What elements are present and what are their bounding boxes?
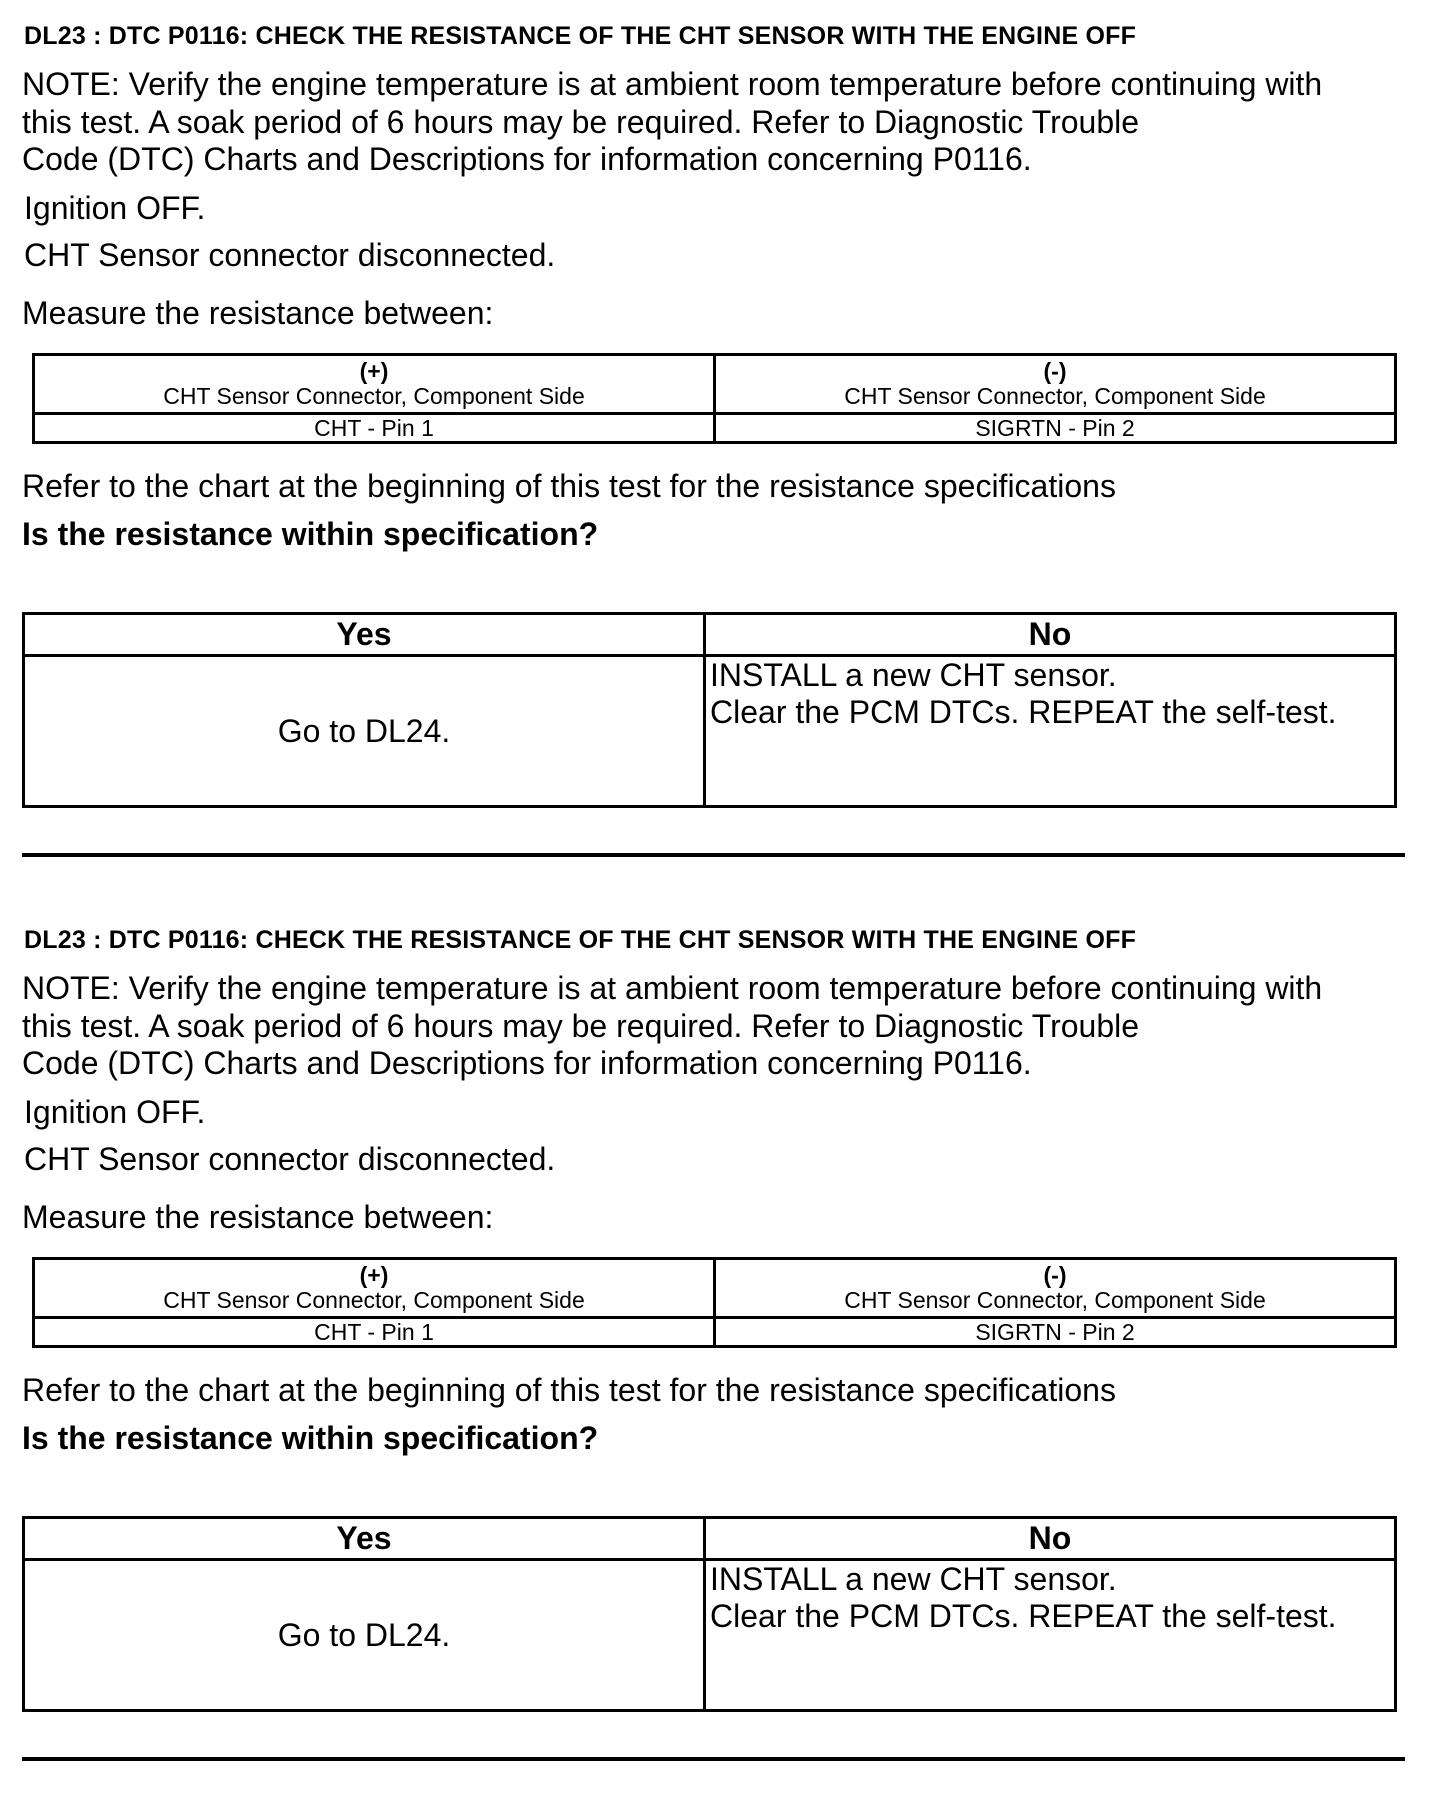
yes-header: Yes xyxy=(24,614,705,656)
negative-pin: SIGRTN - Pin 2 xyxy=(715,414,1396,443)
pin-table xyxy=(32,353,1397,444)
no-header: No xyxy=(705,614,1396,656)
negative-label: CHT Sensor Connector, Component Side xyxy=(844,1287,1266,1313)
note-line: NOTE: Verify the engine temperature is at ambient room temperature before continuing with xyxy=(22,66,1323,102)
negative-label: CHT Sensor Connector, Component Side xyxy=(844,383,1266,409)
positive-terminal-header xyxy=(34,1259,715,1318)
no-header: No xyxy=(705,1518,1396,1560)
no-action-line: INSTALL a new CHT sensor. xyxy=(710,657,1117,693)
positive-label: CHT Sensor Connector, Component Side xyxy=(163,383,585,409)
ignition-instruction: Ignition OFF. xyxy=(24,190,206,226)
refer-instruction: Refer to the chart at the beginning of this test for the resistance specifications xyxy=(22,468,1116,504)
no-action-line: Clear the PCM DTCs. REPEAT the self-test. xyxy=(710,1598,1337,1634)
step-title: DL23 : DTC P0116: CHECK THE RESISTANCE OF THE CHT SENSOR WITH THE ENGINE OFF xyxy=(24,926,1137,954)
negative-symbol: (-) xyxy=(1043,358,1067,384)
connector-instruction: CHT Sensor connector disconnected. xyxy=(24,1141,556,1177)
note-line: Code (DTC) Charts and Descriptions for information concerning P0116. xyxy=(22,141,1032,177)
measure-instruction: Measure the resistance between: xyxy=(22,295,494,331)
connector-instruction: CHT Sensor connector disconnected. xyxy=(24,237,556,273)
positive-terminal-header xyxy=(34,355,715,414)
measure-instruction: Measure the resistance between: xyxy=(22,1199,494,1235)
note-paragraph xyxy=(22,66,1422,179)
yes-header: Yes xyxy=(24,1518,705,1560)
note-line: this test. A soak period of 6 hours may be required. Refer to Diagnostic Trouble xyxy=(22,1007,1140,1044)
yes-action: Go to DL24. xyxy=(24,1560,705,1711)
note-line: this test. A soak period of 6 hours may be required. Refer to Diagnostic Trouble xyxy=(22,103,1140,140)
positive-pin: CHT - Pin 1 xyxy=(34,1318,715,1347)
ignition-instruction: Ignition OFF. xyxy=(24,1094,206,1130)
pin-table xyxy=(32,1257,1397,1348)
positive-pin: CHT - Pin 1 xyxy=(34,414,715,443)
negative-symbol: (-) xyxy=(1043,1262,1067,1288)
section-divider xyxy=(22,853,1405,857)
question: Is the resistance within specification? xyxy=(22,1420,599,1456)
negative-terminal-header xyxy=(715,1259,1396,1318)
negative-pin: SIGRTN - Pin 2 xyxy=(715,1318,1396,1347)
no-action xyxy=(705,1560,1396,1711)
positive-symbol: (+) xyxy=(359,358,389,384)
no-action xyxy=(705,656,1396,807)
no-action-line: Clear the PCM DTCs. REPEAT the self-test. xyxy=(710,694,1337,730)
section-divider xyxy=(22,1757,1405,1761)
note-line: Code (DTC) Charts and Descriptions for information concerning P0116. xyxy=(22,1045,1032,1081)
answer-table xyxy=(22,612,1397,808)
note-paragraph xyxy=(22,970,1422,1083)
refer-instruction: Refer to the chart at the beginning of this test for the resistance specifications xyxy=(22,1372,1116,1408)
yes-action: Go to DL24. xyxy=(24,656,705,807)
positive-symbol: (+) xyxy=(359,1262,389,1288)
positive-label: CHT Sensor Connector, Component Side xyxy=(163,1287,585,1313)
diagnostic-step-2 xyxy=(0,904,1440,1804)
diagnostic-step-1 xyxy=(0,0,1440,900)
answer-table xyxy=(22,1516,1397,1712)
note-line: NOTE: Verify the engine temperature is at ambient room temperature before continuing with xyxy=(22,970,1323,1006)
negative-terminal-header xyxy=(715,355,1396,414)
no-action-line: INSTALL a new CHT sensor. xyxy=(710,1561,1117,1597)
step-title: DL23 : DTC P0116: CHECK THE RESISTANCE OF THE CHT SENSOR WITH THE ENGINE OFF xyxy=(24,22,1137,50)
question: Is the resistance within specification? xyxy=(22,516,599,552)
